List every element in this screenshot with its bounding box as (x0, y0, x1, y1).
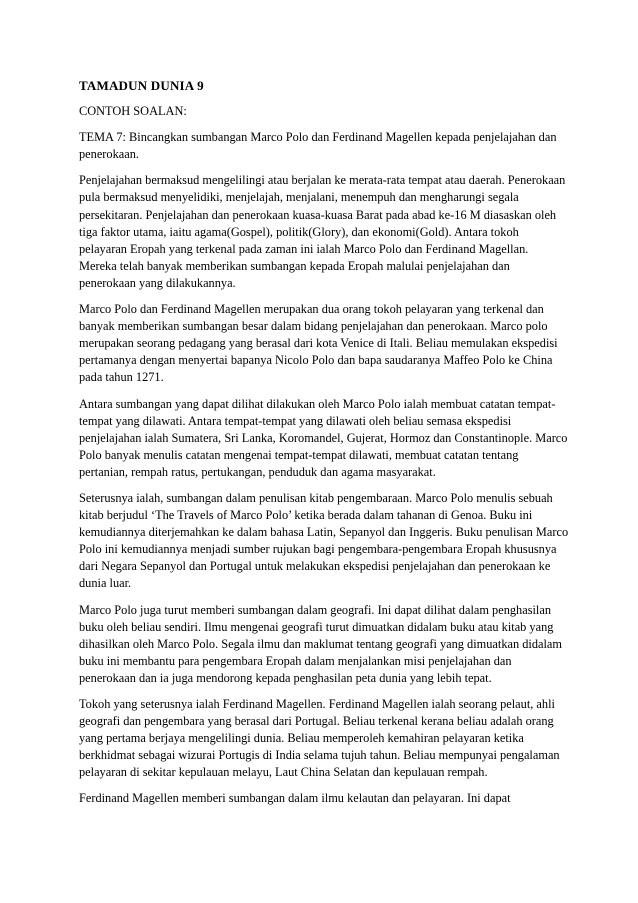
paragraph-magellan-contribution: Ferdinand Magellen memberi sumbangan dalam ilmu kelautan dan pelayaran. Ini dapat (79, 791, 511, 806)
document-subtitle: CONTOH SOALAN: (79, 104, 187, 119)
paragraph-marco-polo-background: Marco Polo dan Ferdinand Magellen merupakan dua orang tokoh pelayaran yang terkenal dan banyak memberikan sumbangan besar dalam bidang penjelajahan dan penerokaan. Marco polo merupakan seorang pedagang yang berasal dari kota Venice di Itali. Beliau memulakan ekspedisi pertamanya dengan menyertai bapanya Nicolo Polo dan bapa saudaranya Maffeo Polo ke China pada tahun 1271. (79, 302, 558, 385)
paragraph-marco-polo-geography: Marco Polo juga turut memberi sumbangan dalam geografi. Ini dapat dilihat dalam penghasilan buku oleh beliau sendiri. Ilmu mengenai geografi turut dimuatkan didalam buku atau kitab yang dihasilkan oleh Marco Polo. Segala ilmu dan maklumat tentang geografi yang dimuatkan didalam buku ini membantu para pengembara Eropah dalam menjalankan misi penjelajahan dan penerokaan dan ia juga mendorong kepada penghasilan peta dunia yang lebih tepat. (79, 602, 562, 685)
paragraph-marco-polo-book: Seterusnya ialah, sumbangan dalam penulisan kitab pengembaraan. Marco Polo menulis sebuah kitab berjudul ‘The Travels of Marco Polo’ ketika berada dalam tahanan di Genoa. Buku ini kemudiannya diterjemahkan ke dalam bahasa Latin, Sepanyol dan Inggeris. Buku penulisan Marco Polo ini kemudiannya menjadi sumber rujukan bagi pengembara-pengembara Eropah khususnya dari Negara Sepanyol dan Portugal untuk melakukan ekspedisi penjelajahan dan penerokaan ke dunia luar. (79, 490, 569, 591)
paragraph-intro: Penjelajahan bermaksud mengelilingi atau berjalan ke merata-rata tempat atau daerah. Penerokaan pula bermaksud menyelidiki, menjelajah, menjalani, menempuh dan mengharungi segala persekitaran. Penjelajahan dan penerokaan kuasa-kuasa Barat pada abad ke-16 M diasaskan oleh tiga faktor utama, iaitu agama(Gospel), politik(Glory), dan ekonomi(Gold). Antara tokoh pelayaran Eropah yang terkenal pada zaman ini ialah Marco Polo dan Ferdinand Magellan. Mereka telah banyak memberikan sumbangan kepada Eropah malulai penjelajahan dan penerokaan yang dilakukannya. (79, 173, 566, 290)
document-page (79, 77, 569, 817)
paragraph-marco-polo-records: Antara sumbangan yang dapat dilihat dilakukan oleh Marco Polo ialah membuat catatan tempat-tempat yang dilawati. Antara tempat-tempat yang dilawati oleh beliau semasa ekspedisi penjelajahan ialah Sumatera, Sri Lanka, Koromandel, Gujerat, Hormoz dan Constantinople. Marco Polo banyak menulis catatan mengenai tempat-tempat dilawati, membuat catatan tentang pertanian, rempah ratus, pertukangan, penduduk dan agama masyarakat. (79, 396, 568, 479)
paragraph-magellan-background: Tokoh yang seterusnya ialah Ferdinand Magellen. Ferdinand Magellen ialah seorang pelaut, ahli geografi dan pengembara yang berasal dari Portugal. Beliau terkenal kerana beliau adalah orang yang pertama berjaya mengelilingi dunia. Beliau memperoleh kemahiran pelayaran ketika berkhidmat sebagai wizurai Portugis di India selama tujuh tahun. Beliau mempunyai pengalaman pelayaran di sekitar kepulauan melayu, Laut China Selatan dan kepulauan rempah. (79, 697, 560, 780)
document-title: TAMADUN DUNIA 9 (79, 78, 204, 93)
paragraph-question: TEMA 7: Bincangkan sumbangan Marco Polo dan Ferdinand Magellen kepada penjelajahan dan penerokaan. (79, 130, 557, 162)
